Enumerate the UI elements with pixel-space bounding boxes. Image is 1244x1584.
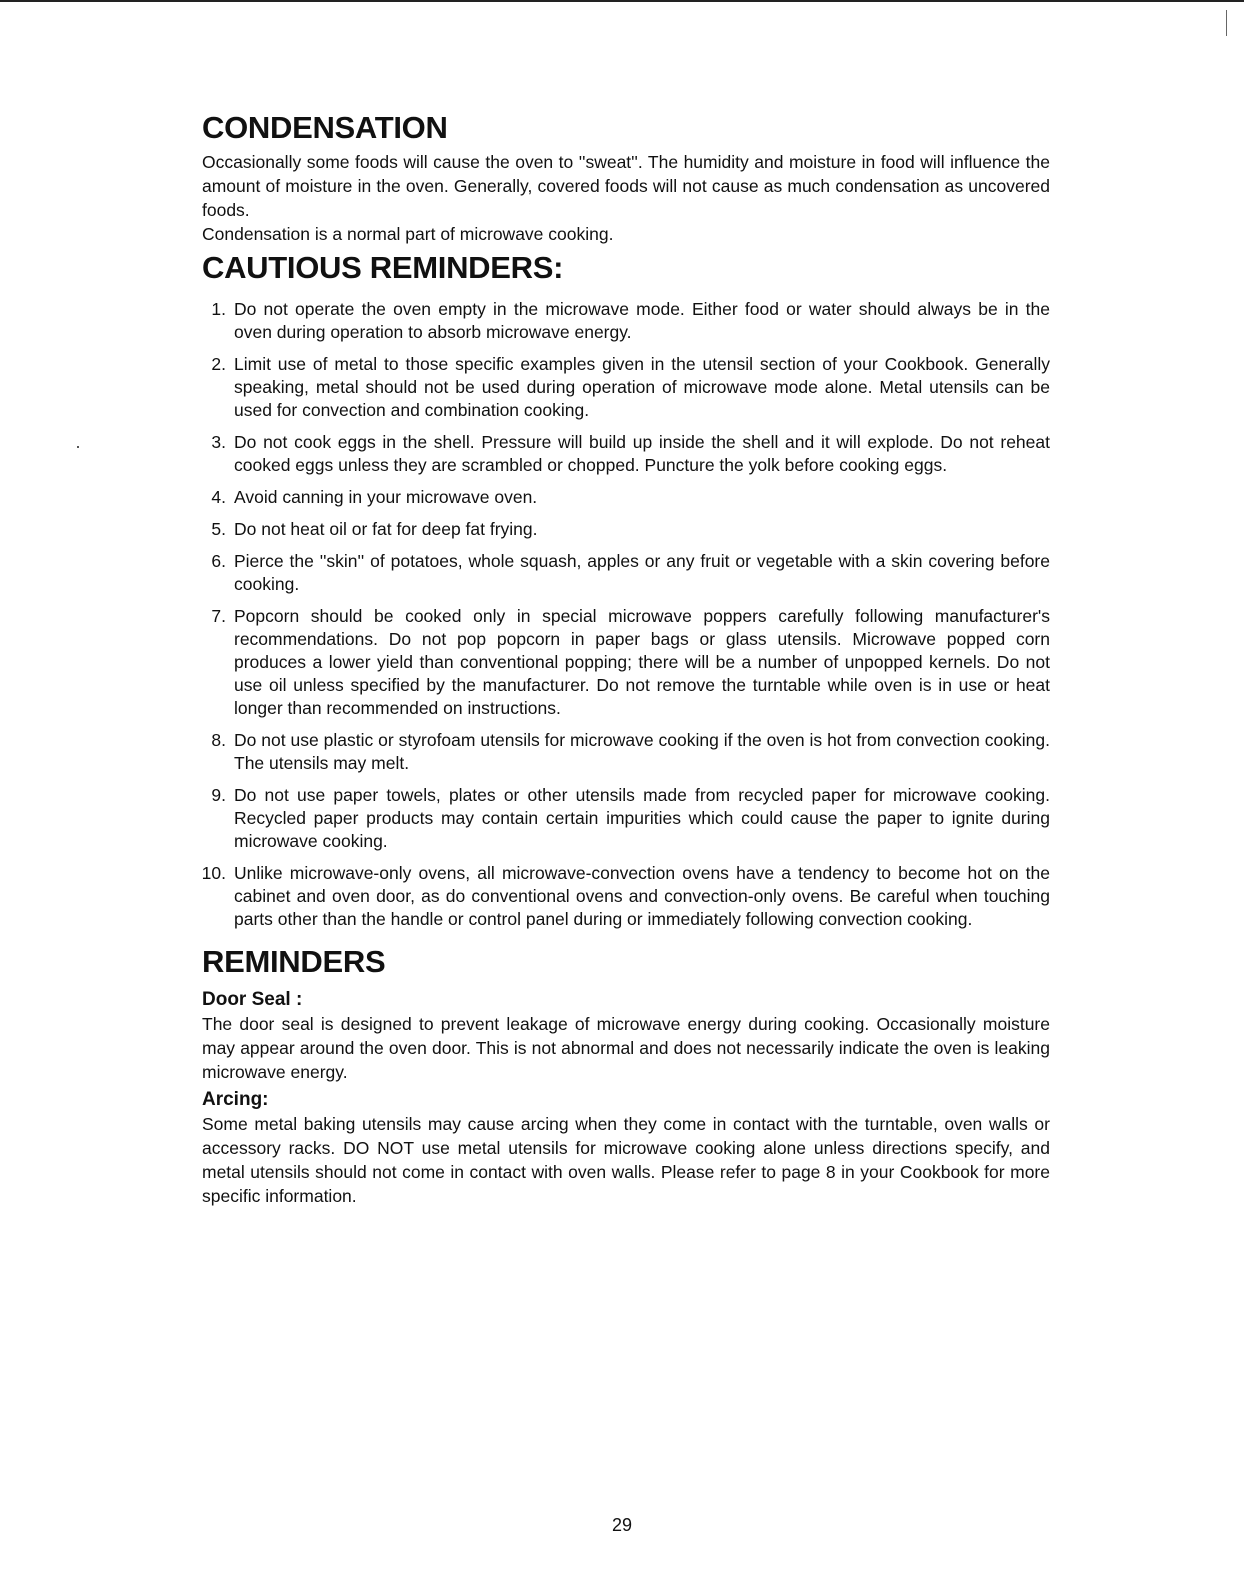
arcing-paragraph: Some metal baking utensils may cause arcing when they come in contact with the turntable, oven walls or accessory racks. DO NOT use metal utensils for microwave cooking alone unless directions specify, and metal utensils should not come in contact with oven walls. Please refer to page 8 in your Cookbook for more specific information. [202, 1114, 1050, 1206]
condensation-note: Condensation is a normal part of microwave cooking. [202, 224, 614, 244]
list-item [202, 862, 1050, 931]
door-seal-paragraph: The door seal is designed to prevent leakage of microwave energy during cooking. Occasionally moisture may appear around the oven door. This is not abnormal and does not necessarily indicate the oven is leaking microwave energy. [202, 1014, 1050, 1082]
door-seal-heading: Door Seal : [202, 989, 303, 1010]
list-item [202, 353, 1050, 422]
list-item-text: Pierce the ''skin'' of potatoes, whole squash, apples or any fruit or vegetable with a skin covering before cooking. [234, 551, 1050, 594]
reminders-heading: REMINDERS [202, 944, 386, 979]
list-item-number: 2. [211, 354, 226, 374]
arcing-heading: Arcing: [202, 1089, 269, 1110]
list-item-number: 1. [211, 299, 226, 319]
list-item [202, 550, 1050, 596]
page-number: 29 [611, 1515, 633, 1535]
cautious-reminders-list [202, 298, 1050, 931]
list-item [202, 605, 1050, 720]
list-item [202, 518, 1050, 541]
scan-edge-mark [1226, 10, 1227, 36]
condensation-paragraph: Occasionally some foods will cause the oven to ''sweat''. The humidity and moisture in food will influence the amount of moisture in the oven. Generally, covered foods will not cause as much condensation as uncovered foods. [202, 152, 1050, 220]
condensation-heading: CONDENSATION [202, 110, 448, 145]
list-item-number: 8. [211, 730, 226, 750]
scan-speck [77, 446, 79, 448]
list-item-number: 6. [211, 551, 226, 571]
list-item-text: Unlike microwave-only ovens, all microwave-convection ovens have a tendency to become hot on the cabinet and oven door, as do conventional ovens and convection-only ovens. Be careful when touching parts other than the handle or control panel during or immediately following convection cooking. [234, 863, 1050, 929]
list-item [202, 486, 1050, 509]
list-item-text: Do not cook eggs in the shell. Pressure will build up inside the shell and it will explode. Do not reheat cooked eggs unless they are scrambled or chopped. Puncture the yolk before cooking eggs. [234, 432, 1050, 475]
list-item [202, 784, 1050, 853]
list-item-number: 4. [211, 487, 226, 507]
page-content [202, 106, 1050, 1208]
list-item-text: Limit use of metal to those specific examples given in the utensil section of your Cookbook. Generally speaking, metal should not be used during operation of microwave mode alone. Metal utensils can be used for convection and combination cooking. [234, 354, 1050, 420]
list-item-number: 10. [201, 863, 226, 883]
list-item-text: Do not use paper towels, plates or other utensils made from recycled paper for microwave cooking. Recycled paper products may contain certain impurities which could cause the paper to ignite during microwave cooking. [234, 785, 1050, 851]
list-item-number: 5. [211, 519, 226, 539]
list-item [202, 431, 1050, 477]
list-item-text: Popcorn should be cooked only in special microwave poppers carefully following manufacturer's recommendations. Do not pop popcorn in paper bags or glass utensils. Microwave popped corn produces a lower yield than conventional popping; there will be a number of unpopped kernels. Do not use oil unless specified by the manufacturer. Do not remove the turntable while oven is in use or heat longer than recommended on instructions. [234, 606, 1050, 718]
list-item-text: Do not operate the oven empty in the microwave mode. Either food or water should always be in the oven during operation to absorb microwave energy. [234, 299, 1050, 342]
list-item-text: Avoid canning in your microwave oven. [234, 487, 538, 507]
list-item-text: Do not heat oil or fat for deep fat frying. [234, 519, 538, 539]
list-item-text: Do not use plastic or styrofoam utensils for microwave cooking if the oven is hot from convection cooking. The utensils may melt. [234, 730, 1050, 773]
list-item [202, 298, 1050, 344]
cautious-reminders-heading: CAUTIOUS REMINDERS: [202, 250, 564, 285]
list-item-number: 3. [211, 432, 226, 452]
list-item-number: 7. [211, 606, 226, 626]
top-border-line [0, 0, 1244, 2]
list-item-number: 9. [211, 785, 226, 805]
list-item [202, 729, 1050, 775]
